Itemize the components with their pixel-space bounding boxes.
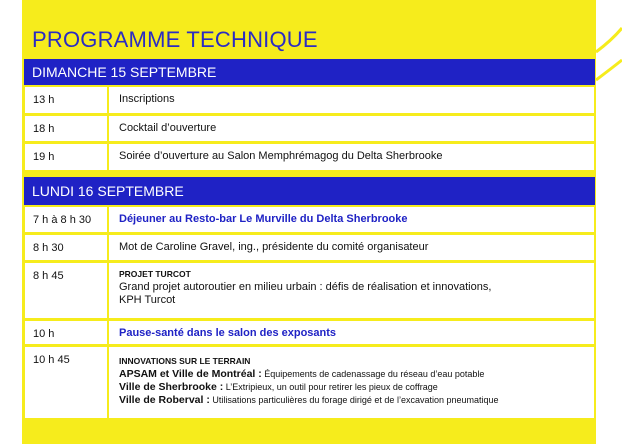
item-bold: Ville de Sherbrooke : bbox=[119, 381, 224, 393]
row-item bbox=[119, 394, 586, 407]
row-time: 8 h 30 bbox=[25, 235, 109, 260]
item-text: Équipements de cadenassage du réseau d’eau potable bbox=[261, 369, 485, 379]
row-description: Pause-santé dans le salon des exposants bbox=[119, 327, 337, 339]
section-dimanche bbox=[24, 59, 595, 171]
row-description bbox=[109, 347, 594, 418]
row-line: KPH Turcot bbox=[119, 294, 176, 306]
table-row bbox=[24, 207, 595, 233]
section-header: LUNDI 16 SEPTEMBRE bbox=[24, 177, 595, 205]
row-time: 13 h bbox=[25, 87, 109, 113]
row-label: PROJET TURCOT bbox=[119, 269, 191, 279]
table-row bbox=[24, 116, 595, 142]
row-item bbox=[119, 381, 586, 394]
row-description: Cocktail d’ouverture bbox=[119, 122, 217, 134]
row-description bbox=[109, 263, 594, 318]
row-time: 8 h 45 bbox=[25, 263, 109, 318]
item-text: L’Extripieux, un outil pour retirer les pieux de coffrage bbox=[223, 382, 438, 392]
item-text: Utilisations particulières du forage dirigé et de l’excavation pneumatique bbox=[209, 395, 499, 405]
item-bold: Ville de Roberval : bbox=[119, 394, 210, 406]
row-time: 10 h 45 bbox=[25, 347, 109, 418]
row-line: Grand projet autoroutier en milieu urbain : défis de réalisation et innovations, bbox=[119, 281, 492, 293]
row-description: Soirée d’ouverture au Salon Memphrémagog du Delta Sherbrooke bbox=[119, 150, 443, 162]
table-row bbox=[24, 321, 595, 345]
row-label: INNOVATIONS SUR LE TERRAIN bbox=[119, 356, 251, 366]
page-title: PROGRAMME TECHNIQUE bbox=[32, 27, 318, 52]
item-bold: APSAM et Ville de Montréal : bbox=[119, 368, 262, 380]
section-header: DIMANCHE 15 SEPTEMBRE bbox=[24, 59, 595, 85]
table-row bbox=[24, 263, 595, 319]
section-lundi bbox=[24, 177, 595, 419]
row-time: 7 h à 8 h 30 bbox=[25, 207, 109, 232]
row-time: 18 h bbox=[25, 116, 109, 141]
table-row bbox=[24, 347, 595, 419]
row-description: Déjeuner au Resto-bar Le Murville du Delta Sherbrooke bbox=[119, 213, 408, 225]
row-item bbox=[119, 368, 586, 381]
row-time: 19 h bbox=[25, 144, 109, 170]
row-time: 10 h bbox=[25, 321, 109, 344]
table-row bbox=[24, 87, 595, 114]
row-description: Inscriptions bbox=[119, 93, 175, 105]
table-row bbox=[24, 235, 595, 261]
table-row bbox=[24, 144, 595, 171]
row-description: Mot de Caroline Gravel, ing., présidente du comité organisateur bbox=[119, 241, 429, 253]
